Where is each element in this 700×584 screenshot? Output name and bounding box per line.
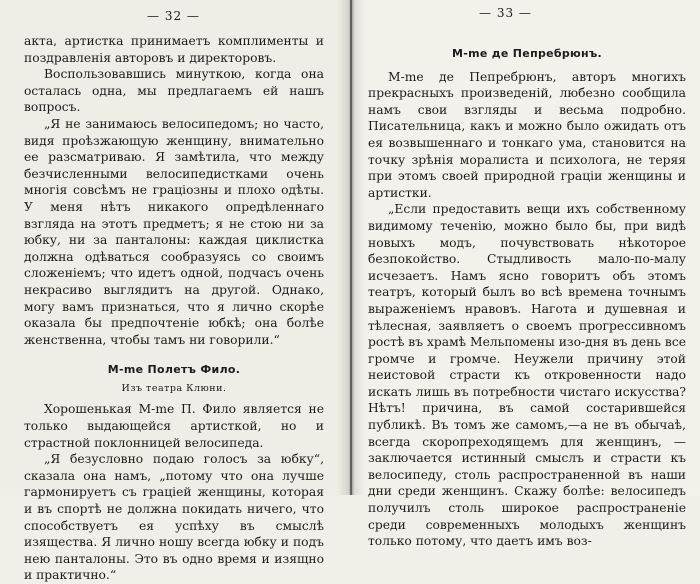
paragraph: „Если предоставить вещи ихъ собственному видимому теченію, можно было бы, при видѣ новыхъ модъ, почувствовать нѣкоторое безпокойство. Стыдливость мало-по-малу исчезаетъ. Намъ ясно говоритъ объ этомъ театръ, который былъ во всѣ времена точнымъ выраженіемъ нравовъ. Нагота и душевная и тѣлесная, заявляетъ о своемъ прогрессивномъ ростѣ въ храмѣ Мельпомены изо-дня въ день все громче и громче. Неужели причину этой неистовой страсти къ откровенности надо искать лишь въ потребности чистаго искусства? Нѣтъ! причина, въ самой состарившейся публикѣ. Въ томъ же самомъ,—а не въ обычаѣ, всегда скоропреходящемъ для женщинъ, — заключается истинный смыслъ и страсти къ велосипеду, столь распространенной въ наши дни среди женщинъ. Скажу болѣе: велосипедъ получилъ столь широкое распространеніе среди современныхъ молодыхъ женщинъ только потому, что даетъ имъ воз- [368,202,686,549]
right-page-text [368,46,686,550]
paragraph: Хорошенькая М-me П. Фило является не только выдающейся артисткой, но и страстной поклонницей велосипеда. [24,402,324,450]
book-spine-line [350,0,352,495]
section-subheading-filo: Изъ театра Клюни. [121,382,227,394]
right-page [352,0,700,549]
paragraph: „Я безусловно подаю голосъ за юбку“, сказала она намъ, „потому что она лучше гармонируетъ съ граціей женщины, которая и въ спортѣ не должна покидать ничего, что способствуетъ ея успѣху въ смыслѣ изящества. Я лично ношу всегда юбку и подъ нею панталоны. Это въ одно время и изящно и практично.“ [24,452,324,583]
left-page-text [24,33,324,584]
section-heading-filo: М-me Полетъ Фило. [107,363,241,377]
paragraph: „Я не занимаюсь велосипедомъ; но часто, видя проѣзжающую женщину, внимательно ее разсматриваю. Я замѣтила, что между безчисленными велосипедистками очень многія совсѣмъ не граціозны и плохо одѣты. У меня нѣтъ никакого опредѣленнаго взгляда на этотъ предметъ; я не стою ни за юбку, ни за панталоны: каждая циклистка должна одѣваться сообразуясь со своимъ сложеніемъ; что идетъ одной, подчасъ очень некрасиво выглядитъ на другой. Однако, могу вамъ признаться, что я лично скорѣе оказала бы предпочтеніе юбкѣ; она болѣе женственна, чтобы тамъ ни говорили.“ [24,116,324,347]
page-number-left: — 32 — [147,9,200,23]
page-number-right: — 33 — [479,6,532,20]
paragraph: Воспользовавшись минуткою, когда она осталась одна, мы предлагаемъ ей нашъ вопросъ. [24,67,324,115]
paragraph: акта, артистка принимаетъ комплименты и поздравленія авторовъ и директоровъ. [24,34,324,65]
paragraph: М-me де Пепребрюнъ, авторъ многихъ прекрасныхъ произведеній, любезно сообщила намъ свои взгляды и весьма подробно. Писательница, какъ и можно было ожидать отъ ея возвышеннаго и тонкаго ума, становится на точку зрѣнія моралиста и психолога, не теряя при этомъ своей природной граціи женщины и артистки. [368,69,686,200]
section-heading-peprebrun: М-me де Пепребрюнъ. [451,47,603,60]
